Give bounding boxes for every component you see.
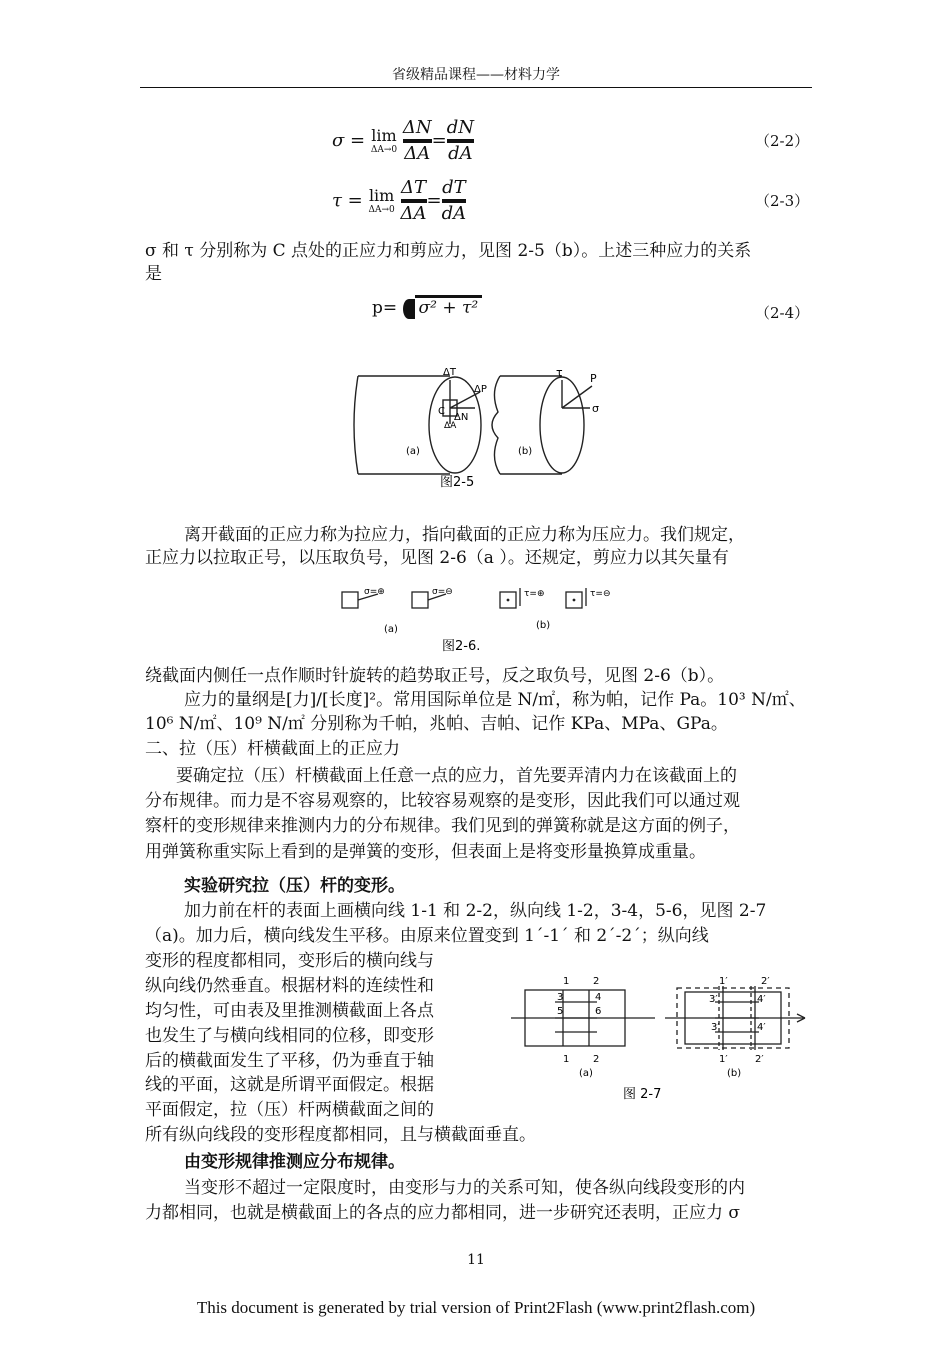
label-4p: 4′ (757, 994, 766, 1005)
label-a: (a) (579, 1068, 593, 1079)
eq1-lim-word: lim (371, 126, 397, 145)
paragraph-line: 察杆的变形规律来推测内力的分布规律。我们见到的弹簧称就是这方面的例子， (145, 816, 740, 836)
label-tau: τ (556, 366, 563, 379)
figure-2-6 (334, 580, 624, 656)
label-2p: 2′ (761, 976, 770, 987)
paragraph-line: 后的横截面发生了平移，仍为垂直于轴 (145, 1051, 434, 1071)
paragraph-line: 应力的量纲是[力]/[长度]²。常用国际单位是 N/㎡，称为帕，记作 Pa。10³ N/㎡、 (184, 690, 806, 710)
label-P: P (590, 372, 597, 385)
eq2-den2: dA (441, 203, 467, 224)
paragraph-line: 线的平面，这就是所谓平面假定。根据 (145, 1075, 434, 1095)
label-2: 2 (593, 976, 600, 987)
trial-footer: This document is generated by trial version of Print2Flash (www.print2flash.com) (196, 1298, 756, 1317)
label-5: 5 (557, 1006, 564, 1017)
subheading: 由变形规律推测应分布规律。 (184, 1152, 405, 1172)
label-b: (b) (727, 1068, 742, 1079)
label-tau-pos: τ=⊕ (524, 589, 545, 599)
label-sigma: σ (592, 402, 599, 415)
paragraph-line: 变形的程度都相同，变形后的横向线与 (145, 951, 434, 971)
figure-2-7 (505, 972, 810, 1112)
figure-2-5 (340, 362, 610, 498)
paragraph-line: （a)。加力后，横向线发生平移。由原来位置变到 1´-1´ 和 2´-2´；纵向线 (145, 926, 709, 946)
eq1-num2: dN (446, 117, 474, 138)
eq1-lim-sub: ΔA→0 (370, 145, 398, 155)
sqrt-icon (403, 299, 415, 319)
label-b: (b) (518, 446, 533, 457)
header-rule (140, 87, 812, 88)
eq3-lhs: p= (372, 298, 398, 318)
label-dA: ΔA (444, 421, 457, 431)
equation-2-4 (372, 298, 482, 319)
page-number: 11 (467, 1252, 485, 1268)
label-2-bottom: 2 (593, 1054, 600, 1065)
label-1-bottom: 1 (563, 1054, 570, 1065)
eq3-radicand: σ² + τ² (415, 295, 483, 318)
section-heading: 二、拉（压）杆横截面上的正应力 (145, 739, 400, 759)
eq2-fraction-1 (401, 178, 427, 224)
label-3p-b: 3′ (711, 1022, 720, 1033)
paragraph-line: 当变形不超过一定限度时，由变形与力的关系可知，使各纵向线段变形的内 (184, 1178, 745, 1198)
figure-2-5-caption: 图2-5 (440, 475, 475, 490)
eq2-num1: ΔT (401, 177, 427, 198)
paragraph-line: 也发生了与横向线相同的位移，即变形 (145, 1026, 434, 1046)
paragraph-line: 加力前在杆的表面上画横向线 1-1 和 2-2，纵向线 1-2，3-4，5-6，见图 2-7 (184, 901, 767, 921)
eq2-equals: = (426, 190, 442, 211)
label-a: (a) (384, 624, 398, 635)
equation-number-2-4: （2-4） (755, 304, 810, 322)
paragraph-line: 分布规律。而力是不容易观察的，比较容易观察的是变形，因此我们可以通过观 (145, 791, 740, 811)
eq2-den1: ΔA (400, 203, 427, 224)
paragraph-line: 10⁶ N/㎡、10⁹ N/㎡ 分别称为千帕，兆帕、吉帕、记作 KPa、MPa、GPa。 (145, 714, 728, 734)
label-C: C (438, 406, 445, 417)
label-sigma-neg: σ=⊖ (432, 587, 453, 597)
figure-2-7-caption: 图 2-7 (623, 1087, 662, 1102)
label-1: 1 (563, 976, 570, 987)
paragraph-line: 平面假定，拉（压）杆两横截面之间的 (145, 1100, 434, 1120)
paragraph-line: 均匀性，可由表及里推测横截面上各点 (145, 1001, 434, 1021)
eq1-den2: dA (448, 143, 473, 164)
figure-2-6-caption: 图2-6. (442, 639, 481, 654)
paragraph-line: σ 和 τ 分别称为 C 点处的正应力和剪应力，见图 2-5（b）。上述三种应力的关系 (145, 241, 752, 261)
equation-2-2 (332, 118, 474, 164)
subheading: 实验研究拉（压）杆的变形。 (184, 876, 405, 896)
eq1-fraction-1 (403, 118, 432, 164)
paragraph-line: 要确定拉（压）杆横截面上任意一点的应力，首先要弄清内力在该截面上的 (176, 766, 737, 786)
label-dN: ΔN (454, 412, 469, 423)
paragraph-line: 绕截面内侧任一点作顺时针旋转的趋势取正号，反之取负号，见图 2-6（b）。 (145, 666, 725, 686)
equation-2-3 (332, 178, 466, 224)
paragraph-line: 用弹簧称重实际上看到的是弹簧的变形，但表面上是将变形量换算成重量。 (145, 842, 706, 862)
label-sigma-pos: σ=⊕ (364, 587, 385, 597)
eq1-num1: ΔN (402, 117, 432, 138)
eq2-lim-word: lim (368, 186, 395, 205)
label-1p: 1′ (719, 976, 728, 987)
paragraph-line: 纵向线仍然垂直。根据材料的连续性和 (145, 976, 434, 996)
equation-number-2-2: （2-2） (755, 132, 810, 150)
eq2-fraction-2 (442, 178, 467, 224)
label-dP: ΔP (474, 384, 487, 395)
label-tau-neg: τ=⊖ (590, 589, 611, 599)
eq2-lim-sub: ΔA→0 (368, 205, 395, 215)
label-b: (b) (536, 620, 551, 631)
running-header: 省级精品课程——材料力学 (392, 67, 560, 83)
eq1-lhs: σ = (332, 130, 366, 151)
eq1-den1: ΔA (404, 143, 431, 164)
label-a: (a) (406, 446, 420, 457)
label-6: 6 (595, 1006, 602, 1017)
label-4: 4 (595, 992, 602, 1003)
paragraph-line: 正应力以拉取正号，以压取负号，见图 2-6（a ）。还规定，剪应力以其矢量有 (145, 548, 729, 568)
eq1-fraction-2 (447, 118, 474, 164)
paragraph-line: 所有纵向线段的变形程度都相同，且与横截面垂直。 (145, 1125, 536, 1145)
paragraph-line: 力都相同，也就是横截面上的各点的应力都相同，进一步研究还表明，正应力 σ (145, 1203, 741, 1223)
label-2p-bottom: 2′ (755, 1054, 764, 1065)
eq1-equals: = (431, 130, 447, 151)
label-4p-b: 4′ (757, 1022, 766, 1033)
label-3: 3 (557, 992, 564, 1003)
paragraph-line: 离开截面的正应力称为拉应力，指向截面的正应力称为压应力。我们规定， (184, 525, 745, 545)
eq1-limit (371, 127, 397, 155)
label-3p: 3′ (709, 994, 718, 1005)
eq2-num2: dT (442, 177, 466, 198)
eq2-limit (369, 187, 395, 215)
label-1p-bottom: 1′ (719, 1054, 728, 1065)
eq2-lhs: τ = (332, 190, 363, 211)
equation-number-2-3: （2-3） (755, 192, 810, 210)
paragraph-line: 是 (145, 264, 162, 284)
label-dT: ΔT (443, 367, 456, 378)
